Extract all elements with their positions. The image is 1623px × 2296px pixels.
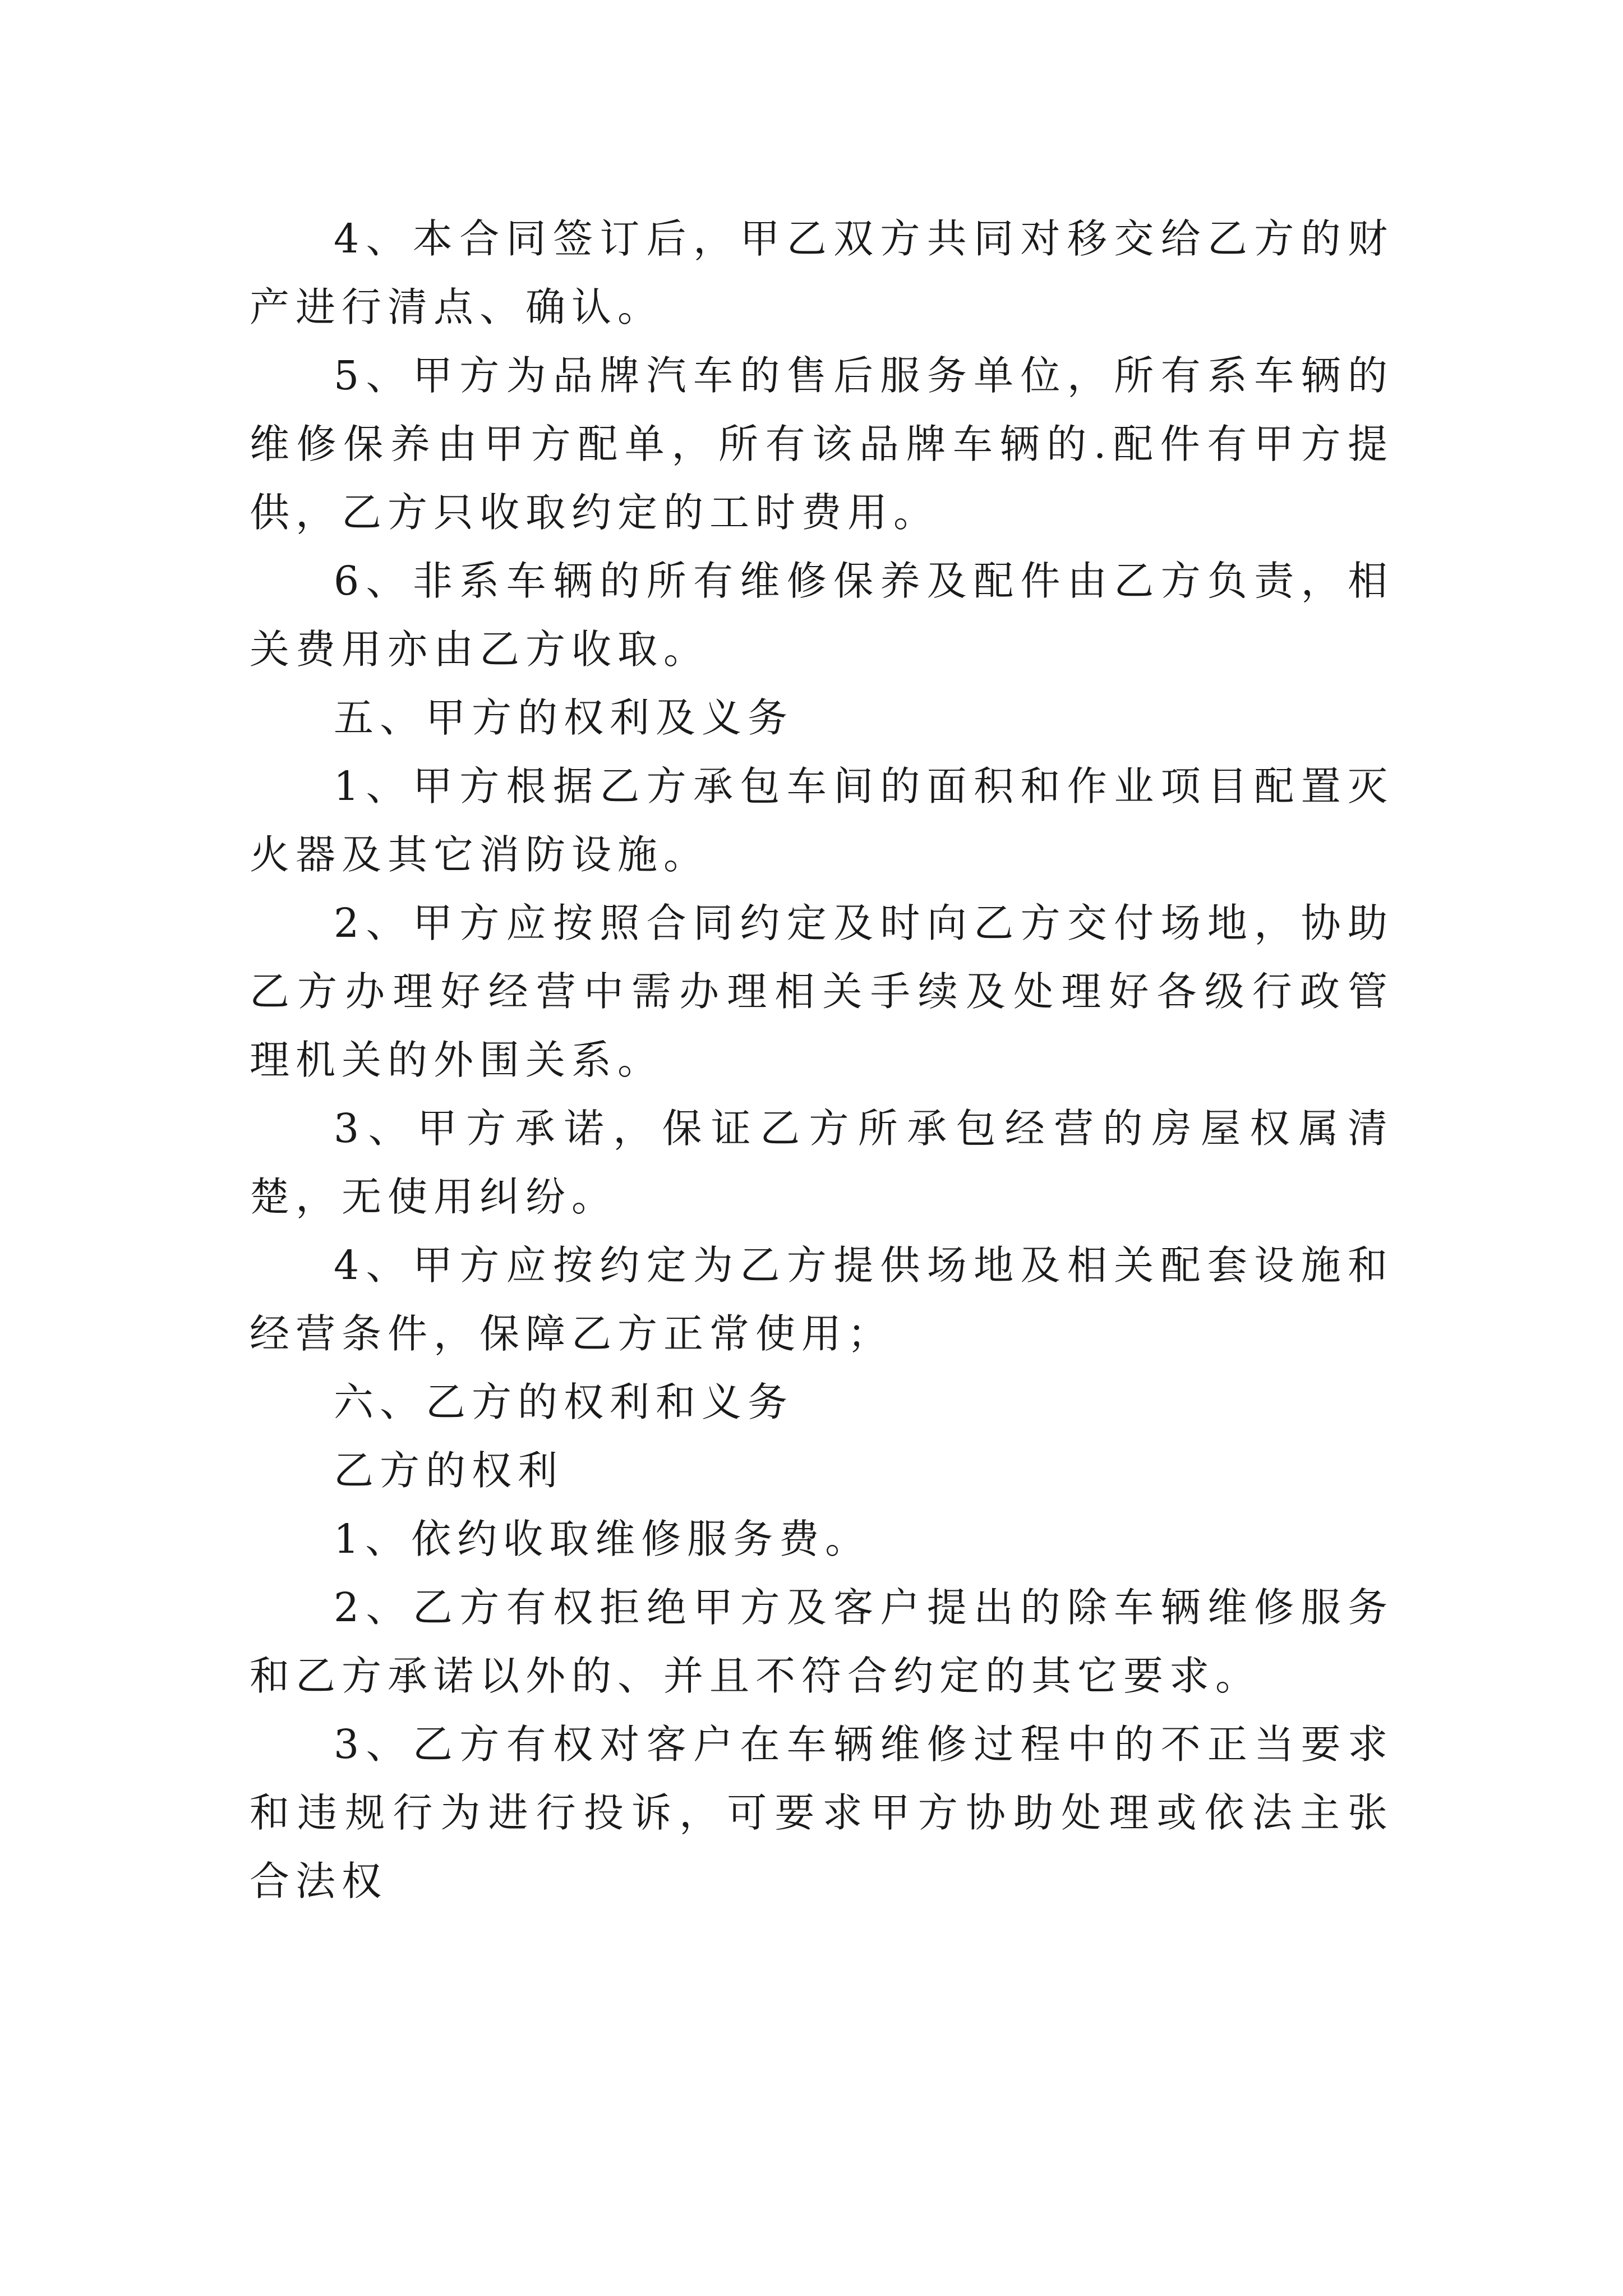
paragraph-clause-5-parts: 5、甲方为品牌汽车的售后服务单位，所有系车辆的维修保养由甲方配单，所有该品牌车辆的.配件有甲方提供，乙方只收取约定的工时费用。 bbox=[250, 352, 1394, 536]
paragraph-clause-6-other-vehicles: 6、非系车辆的所有维修保养及配件由乙方负责，相关费用亦由乙方收取。 bbox=[250, 558, 1394, 673]
paragraph-party-b-right-2: 2、乙方有权拒绝甲方及客户提出的除车辆维修服务和乙方承诺以外的、并且不符合约定的其它要求。 bbox=[250, 1584, 1394, 1699]
document-body bbox=[250, 205, 1394, 1916]
paragraph-party-a-4: 4、甲方应按约定为乙方提供场地及相关配套设施和经营条件，保障乙方正常使用； bbox=[250, 1242, 1394, 1357]
paragraph-party-a-2: 2、甲方应按照合同约定及时向乙方交付场地，协助乙方办理好经营中需办理相关手续及处理好各级行政管理机关的外围关系。 bbox=[250, 900, 1394, 1083]
paragraph-party-a-3: 3、甲方承诺，保证乙方所承包经营的房屋权属清楚，无使用纠纷。 bbox=[250, 1105, 1394, 1220]
paragraph-clause-4-handover: 4、本合同签订后，甲乙双方共同对移交给乙方的财产进行清点、确认。 bbox=[250, 215, 1394, 330]
section-heading-party-b: 六、乙方的权利和义务 bbox=[334, 1379, 794, 1425]
subheading-party-b-rights: 乙方的权利 bbox=[334, 1447, 564, 1494]
paragraph-party-a-1: 1、甲方根据乙方承包车间的面积和作业项目配置灭火器及其它消防设施。 bbox=[250, 763, 1394, 878]
section-heading-party-a: 五、甲方的权利及义务 bbox=[334, 694, 794, 741]
paragraph-party-b-right-3: 3、乙方有权对客户在车辆维修过程中的不正当要求和违规行为进行投诉，可要求甲方协助处理或依法主张合法权 bbox=[250, 1721, 1394, 1904]
paragraph-party-b-right-1: 1、依约收取维修服务费。 bbox=[334, 1516, 872, 1562]
